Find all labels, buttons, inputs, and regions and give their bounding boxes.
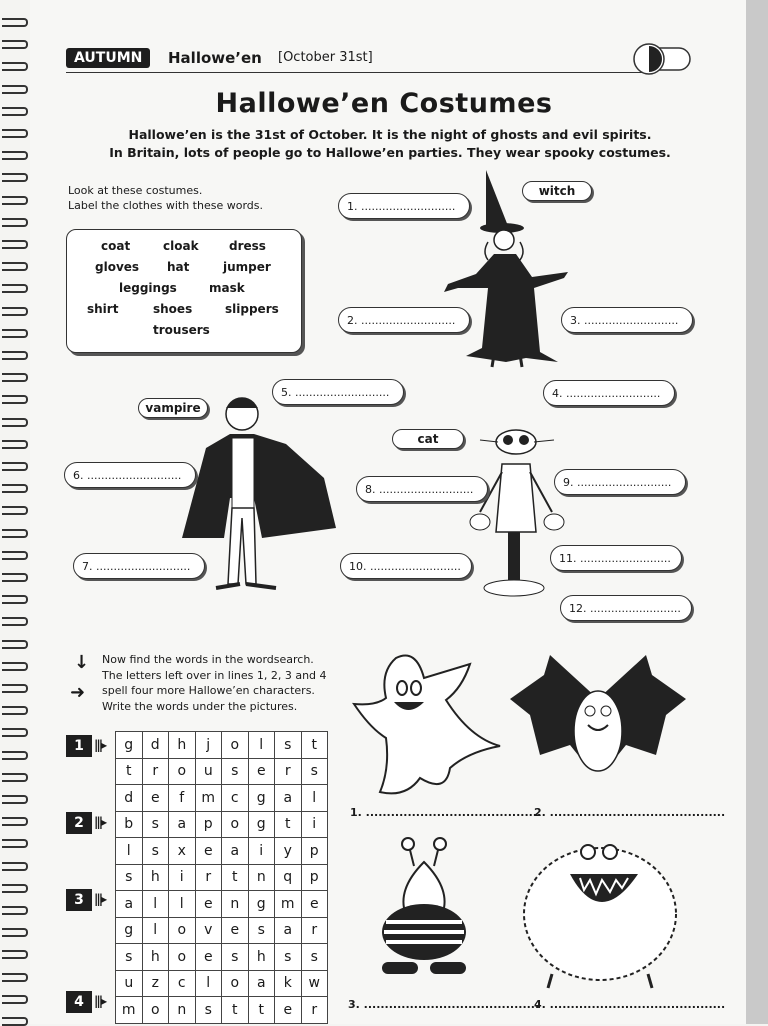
grid-cell[interactable]: o (169, 917, 196, 944)
spiral-ring (2, 973, 28, 982)
spiral-ring (2, 906, 28, 915)
spiral-ring (2, 218, 28, 227)
grid-cell[interactable]: h (142, 944, 169, 971)
label-field-6[interactable]: 6. ........................... (64, 462, 196, 488)
grid-cell[interactable]: s (222, 944, 249, 971)
spiral-ring (2, 640, 28, 649)
spiral-ring (2, 395, 28, 404)
grid-row (116, 917, 328, 944)
grid-cell[interactable]: e (301, 891, 328, 918)
grid-cell[interactable]: m (116, 997, 143, 1024)
grid-cell[interactable]: x (169, 838, 196, 865)
picture-answer-1[interactable]: 1. .......................................... (350, 806, 542, 819)
grid-cell[interactable]: a (116, 891, 143, 918)
spiral-ring (2, 662, 28, 671)
spiral-ring (2, 795, 28, 804)
grid-cell[interactable]: e (275, 997, 302, 1024)
grid-cell[interactable]: l (248, 732, 275, 759)
word-bank-item: shoes (153, 302, 193, 316)
grid-cell[interactable]: e (195, 944, 222, 971)
grid-cell[interactable]: s (301, 944, 328, 971)
spiral-ring (2, 773, 28, 782)
label-field-1[interactable]: 1. ........................... (338, 193, 470, 219)
grid-cell[interactable]: m (275, 891, 302, 918)
label-field-5[interactable]: 5. ........................... (272, 379, 404, 405)
line-arrow-icon: |||▸ (94, 738, 106, 752)
spiral-ring (2, 595, 28, 604)
label-field-4[interactable]: 4. ........................... (543, 380, 675, 406)
label-field-7[interactable]: 7. ........................... (73, 553, 205, 579)
instruction-line: The letters left over in lines 1, 2, 3 and 4 (102, 668, 327, 682)
grid-cell[interactable]: f (169, 785, 196, 812)
label-field-3[interactable]: 3. ........................... (561, 307, 693, 333)
intro-line: In Britain, lots of people go to Hallowe’en parties. They wear spooky costumes. (109, 145, 671, 160)
grid-cell[interactable]: o (222, 811, 249, 838)
section-badge: AUTUMN (66, 48, 150, 68)
grid-cell[interactable]: l (195, 970, 222, 997)
grid-cell[interactable]: t (222, 864, 249, 891)
grid-cell[interactable]: t (248, 997, 275, 1024)
grid-cell[interactable]: a (275, 785, 302, 812)
grid-cell[interactable]: l (169, 891, 196, 918)
grid-cell[interactable]: e (195, 891, 222, 918)
witch-tag: witch (522, 181, 592, 201)
line-arrow-icon: |||▸ (94, 892, 106, 906)
grid-cell[interactable]: h (248, 944, 275, 971)
word-bank-item: hat (167, 260, 190, 274)
grid-cell[interactable]: a (222, 838, 249, 865)
word-bank (66, 229, 302, 353)
grid-cell[interactable]: l (142, 891, 169, 918)
ghost-illustration (350, 648, 502, 798)
header-rule (66, 72, 652, 73)
clock-icon (632, 42, 692, 76)
grid-cell[interactable]: o (222, 732, 249, 759)
spiral-ring (2, 418, 28, 427)
word-bank-item: mask (209, 281, 245, 295)
spiral-binding (0, 0, 30, 1024)
picture-answer-2[interactable]: 2. .......................................... (534, 806, 726, 819)
grid-cell[interactable]: i (301, 811, 328, 838)
spiral-ring (2, 617, 28, 626)
grid-cell[interactable]: g (248, 891, 275, 918)
page-header (66, 46, 692, 74)
grid-cell[interactable]: y (275, 838, 302, 865)
grid-cell[interactable]: s (142, 811, 169, 838)
intro-text (60, 126, 720, 162)
word-bank-item: cloak (163, 239, 199, 253)
page-title: Hallowe’en Costumes (215, 88, 553, 119)
grid-cell[interactable]: s (301, 758, 328, 785)
grid-cell[interactable]: q (275, 864, 302, 891)
word-bank-item: coat (101, 239, 131, 253)
word-bank-item: jumper (223, 260, 271, 274)
word-bank-item: gloves (95, 260, 140, 274)
grid-cell[interactable]: m (195, 785, 222, 812)
grid-cell[interactable]: n (169, 997, 196, 1024)
spiral-ring (2, 839, 28, 848)
grid-cell[interactable]: r (275, 758, 302, 785)
spiral-ring (2, 307, 28, 316)
grid-cell[interactable]: g (248, 811, 275, 838)
grid-row (116, 811, 328, 838)
grid-row (116, 732, 328, 759)
grid-cell[interactable]: o (169, 758, 196, 785)
spiral-ring (2, 884, 28, 893)
spiral-ring (2, 817, 28, 826)
grid-cell[interactable]: e (142, 785, 169, 812)
picture-answer-3[interactable]: 3. .......................................... (348, 998, 540, 1011)
arrow-right-icon: ➜ (70, 682, 86, 703)
bat-illustration (510, 655, 686, 790)
spiral-ring (2, 484, 28, 493)
grid-cell[interactable]: n (248, 864, 275, 891)
grid-cell[interactable]: s (116, 944, 143, 971)
spiral-ring (2, 329, 28, 338)
spiral-ring (2, 240, 28, 249)
grid-cell[interactable]: i (169, 864, 196, 891)
grid-row (116, 864, 328, 891)
label-field-8[interactable]: 8. ........................... (356, 476, 488, 502)
grid-cell[interactable]: r (195, 864, 222, 891)
spiral-ring (2, 373, 28, 382)
grid-row (116, 944, 328, 971)
header-date: [October 31st] (278, 50, 373, 65)
label-field-9[interactable]: 9. ........................... (554, 469, 686, 495)
grid-cell[interactable]: e (248, 758, 275, 785)
instructions (68, 183, 263, 213)
grid-cell[interactable]: a (169, 811, 196, 838)
grid-cell[interactable]: u (195, 758, 222, 785)
grid-cell[interactable]: s (248, 917, 275, 944)
spiral-ring (2, 462, 28, 471)
word-bank-item: leggings (119, 281, 177, 295)
grid-row (116, 838, 328, 865)
grid-row (116, 758, 328, 785)
label-field-2[interactable]: 2. ........................... (338, 307, 470, 333)
label-field-10[interactable]: 10. .......................... (340, 553, 472, 579)
spiral-ring (2, 62, 28, 71)
grid-cell[interactable]: o (142, 997, 169, 1024)
label-field-11[interactable]: 11. .......................... (550, 545, 682, 571)
grid-cell[interactable]: h (142, 864, 169, 891)
grid-cell[interactable]: l (301, 785, 328, 812)
grid-cell[interactable]: l (142, 917, 169, 944)
grid-cell[interactable]: r (142, 758, 169, 785)
spiral-ring (2, 995, 28, 1004)
vampire-tag: vampire (138, 398, 208, 418)
cat-tag: cat (392, 429, 464, 449)
spiral-ring (2, 573, 28, 582)
grid-cell[interactable]: r (301, 917, 328, 944)
grid-cell[interactable]: e (195, 838, 222, 865)
grid-cell[interactable]: o (222, 970, 249, 997)
word-bank-item: slippers (225, 302, 279, 316)
instruction-line: spell four more Hallowe’en characters. (102, 684, 315, 697)
line-number-2: 2 (66, 812, 92, 834)
header-title: Hallowe’en (168, 49, 262, 67)
spiral-ring (2, 284, 28, 293)
spiral-ring (2, 196, 28, 205)
grid-cell[interactable]: p (301, 838, 328, 865)
grid-cell[interactable]: a (248, 970, 275, 997)
grid-cell[interactable]: s (142, 838, 169, 865)
word-bank-item: trousers (153, 323, 210, 337)
grid-cell[interactable]: s (275, 732, 302, 759)
spiral-ring (2, 1017, 28, 1026)
grid-cell[interactable]: j (195, 732, 222, 759)
spiral-ring (2, 862, 28, 871)
spiral-ring (2, 18, 28, 27)
label-field-12[interactable]: 12. .......................... (560, 595, 692, 621)
spiral-ring (2, 684, 28, 693)
wordsearch-instructions (102, 652, 327, 714)
line-number-1: 1 (66, 735, 92, 757)
grid-row (116, 997, 328, 1024)
spiral-ring (2, 40, 28, 49)
instruction-line: Write the words under the pictures. (102, 699, 298, 713)
spiral-ring (2, 728, 28, 737)
grid-cell[interactable]: d (116, 785, 143, 812)
grid-cell[interactable]: s (195, 997, 222, 1024)
arrow-down-icon: ↓ (74, 652, 90, 673)
spiral-ring (2, 351, 28, 360)
instruction-line: Now find the words in the wordsearch. (102, 653, 314, 666)
spiral-ring (2, 950, 28, 959)
grid-cell[interactable]: g (116, 732, 143, 759)
grid-cell[interactable]: n (222, 891, 249, 918)
grid-cell[interactable]: c (222, 785, 249, 812)
spiral-ring (2, 551, 28, 560)
grid-cell[interactable]: h (169, 732, 196, 759)
grid-row (116, 785, 328, 812)
grid-cell[interactable]: k (275, 970, 302, 997)
grid-cell[interactable]: a (275, 917, 302, 944)
grid-cell[interactable]: s (222, 758, 249, 785)
spiral-ring (2, 928, 28, 937)
spiral-ring (2, 151, 28, 160)
spiral-ring (2, 129, 28, 138)
instruction-line: Look at these costumes. (68, 184, 203, 197)
grid-row (116, 891, 328, 918)
intro-line: Hallowe’en is the 31st of October. It is the night of ghosts and evil spirits. (128, 127, 652, 142)
grid-cell[interactable]: t (116, 758, 143, 785)
grid-cell[interactable]: p (195, 811, 222, 838)
grid-cell[interactable]: g (248, 785, 275, 812)
word-bank-item: shirt (87, 302, 119, 316)
grid-cell[interactable]: r (301, 997, 328, 1024)
picture-answer-4[interactable]: 4. .......................................... (534, 998, 726, 1011)
line-number-4: 4 (66, 991, 92, 1013)
grid-cell[interactable]: z (142, 970, 169, 997)
grid-row (116, 970, 328, 997)
grid-cell[interactable]: t (301, 732, 328, 759)
grid-cell[interactable]: t (222, 997, 249, 1024)
grid-cell[interactable]: s (275, 944, 302, 971)
grid-cell[interactable]: p (301, 864, 328, 891)
page-edge (746, 0, 768, 1024)
instruction-line: Label the clothes with these words. (68, 199, 263, 212)
spiral-ring (2, 751, 28, 760)
cat-illustration (466, 422, 576, 602)
wordsearch-grid (115, 731, 328, 1024)
line-number-3: 3 (66, 889, 92, 911)
spiral-ring (2, 262, 28, 271)
grid-cell[interactable]: d (142, 732, 169, 759)
line-arrow-icon: |||▸ (94, 994, 106, 1008)
grid-cell[interactable]: l (116, 838, 143, 865)
spiral-ring (2, 529, 28, 538)
grid-cell[interactable]: g (116, 917, 143, 944)
grid-cell[interactable]: s (116, 864, 143, 891)
line-arrow-icon: |||▸ (94, 815, 106, 829)
spiral-ring (2, 506, 28, 515)
word-bank-item: dress (229, 239, 266, 253)
grid-cell[interactable]: i (248, 838, 275, 865)
grid-cell[interactable]: t (275, 811, 302, 838)
grid-cell[interactable]: c (169, 970, 196, 997)
spiral-ring (2, 440, 28, 449)
grid-cell[interactable]: e (222, 917, 249, 944)
spiral-ring (2, 706, 28, 715)
grid-cell[interactable]: u (116, 970, 143, 997)
grid-cell[interactable]: b (116, 811, 143, 838)
grid-cell[interactable]: w (301, 970, 328, 997)
alien-illustration (378, 836, 474, 982)
spiral-ring (2, 173, 28, 182)
monster-illustration (512, 830, 690, 990)
grid-cell[interactable]: o (169, 944, 196, 971)
grid-cell[interactable]: v (195, 917, 222, 944)
